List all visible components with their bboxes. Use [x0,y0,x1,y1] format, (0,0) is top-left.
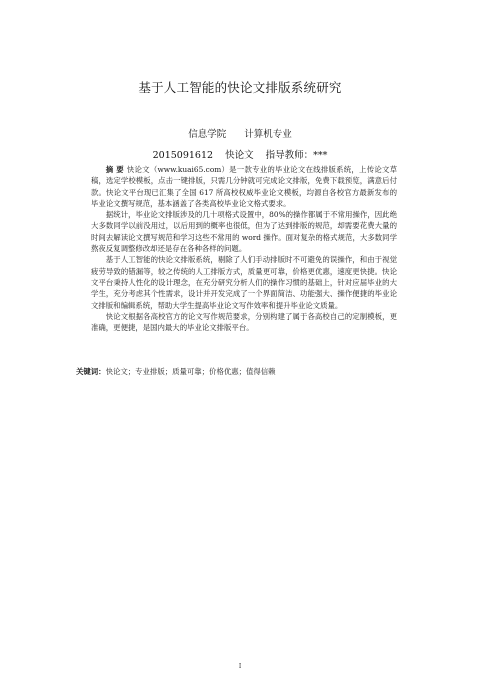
body-paragraph: 据统计，毕业论文排版涉及的几十项格式设置中，80%的操作都属于不常用操作，因此绝大多数同学以前没用过，以后用到的概率也很低，但为了达到排版的规范，却需要花费大量的时间去解读论文撰写规范和学习这些不常用的 word 操作。面对复杂的格式规范，大多数同学熬夜反复调整修改却还是存在各种各样的问题。 [91,210,397,254]
abstract-body [91,164,397,333]
major-name: 计算机专业 [244,129,292,140]
paper-title: 基于人工智能的快论文排版系统研究 [138,80,342,95]
keywords-label: 关键词： [76,367,106,376]
body-paragraph: 快论文根据各高校官方的论文写作规范要求，分别构建了属于各高校自己的定制模板，更准确，更便捷，是国内最大的毕业论文排版平台。 [91,311,397,333]
page-number: I [238,663,242,670]
school-name: 信息学院 [188,129,227,140]
abstract-paragraph [91,164,397,209]
advisor: 指导教师：*** [265,150,328,161]
body-paragraph: 基于人工智能的快论文排版系统，剔除了人们手动排版时不可避免的误操作，和由于视觉疲劳导致的错漏等，较之传统的人工排版方式，质量更可靠，价格更优惠，速度更快捷。快论文平台秉持人性化的设计理念，在充分研究分析人们的操作习惯的基础上，针对应届毕业的大学生，充分考虑其个性需求，设计并开发完成了一个界面简洁、功能强大、操作便捷的毕业论文排版和编辑系统，帮助大学生提高毕业论文写作效率和提升毕业论文质量。 [91,255,397,310]
author-line [0,147,480,161]
student-id: 2015091612 [152,150,214,161]
keywords-text: 快论文；专业排版；质量可靠；价格优惠；值得信赖 [105,367,276,376]
student-name: 快论文 [225,150,254,161]
paragraph-text: 快论文（www.kuai65.com）是一款专业的毕业论文在线排版系统，上传论文草稿，选定学校模板，点击一键排版，只需几分钟就可完成论文排版，免费下载预览，满意后付款。快论文平台现已汇集了全国 617 所高校权威毕业论文模板，均源自各校官方最新发布的毕业论文撰写规范，基本涵盖了各类高校毕业论文格式要求。 [91,165,398,208]
abstract-label: 摘 要 [105,165,124,174]
keywords-line [76,366,406,377]
affiliation-line [0,126,480,140]
